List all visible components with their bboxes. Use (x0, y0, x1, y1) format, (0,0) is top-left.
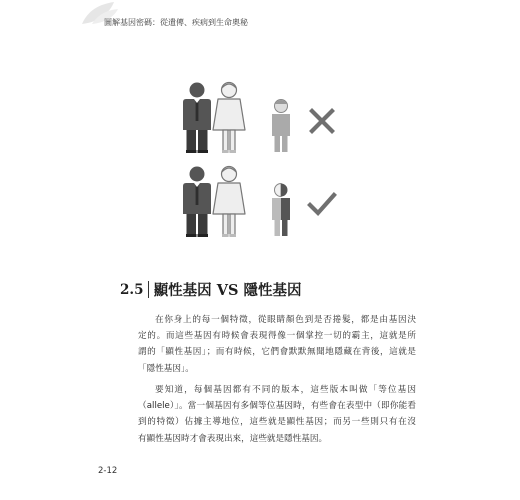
paragraph-line: 謂的「顯性基因」；而有時候，它們會默默無聞地隱藏在背後，這就是 (138, 347, 416, 358)
mother-figure (213, 167, 245, 238)
child-figure-uniform (272, 100, 290, 153)
paragraph-line: 定的。而這些基因有時候會表現得像一個掌控一切的霸主，這就是所 (138, 331, 416, 342)
page-number: 2-12 (98, 466, 118, 476)
row-two (183, 167, 334, 238)
father-figure (183, 83, 211, 154)
paragraph-line: 到的特徵）佔據主導地位，這些就是顯性基因；而另一些則只有在沒 (138, 417, 416, 428)
father-figure (183, 167, 211, 238)
check-icon (310, 195, 334, 213)
child-figure-split (272, 184, 290, 237)
section-number: 2.5 (120, 281, 144, 298)
section-title: 顯性基因 VS 隱性基因 (153, 282, 302, 299)
paragraph-line: 「隱性基因」。 (138, 363, 194, 374)
paragraph-line: （allele）」。當一個基因有多個等位基因時，有些會在表型中（即你能看 (138, 401, 416, 412)
heading-divider (148, 281, 149, 298)
paragraph (138, 312, 416, 377)
row-one (183, 83, 332, 154)
section-heading (120, 279, 302, 300)
paragraph-line: 在你身上的每一個特徵，從眼睛顏色到是否捲髮，都是由基因決 (155, 315, 416, 325)
mother-figure (213, 83, 245, 154)
paragraph-line: 有顯性基因時才會表現出來，這些就是隱性基因。 (138, 433, 328, 444)
paragraph-line: 要知道，每個基因都有不同的版本，這些版本叫做「等位基因 (155, 385, 416, 395)
inheritance-illustration (150, 58, 390, 248)
paragraph (138, 382, 416, 447)
running-header: 圖解基因密碼：從遺傳、疾病到生命奧秘 (104, 18, 248, 27)
cross-icon (312, 111, 332, 131)
